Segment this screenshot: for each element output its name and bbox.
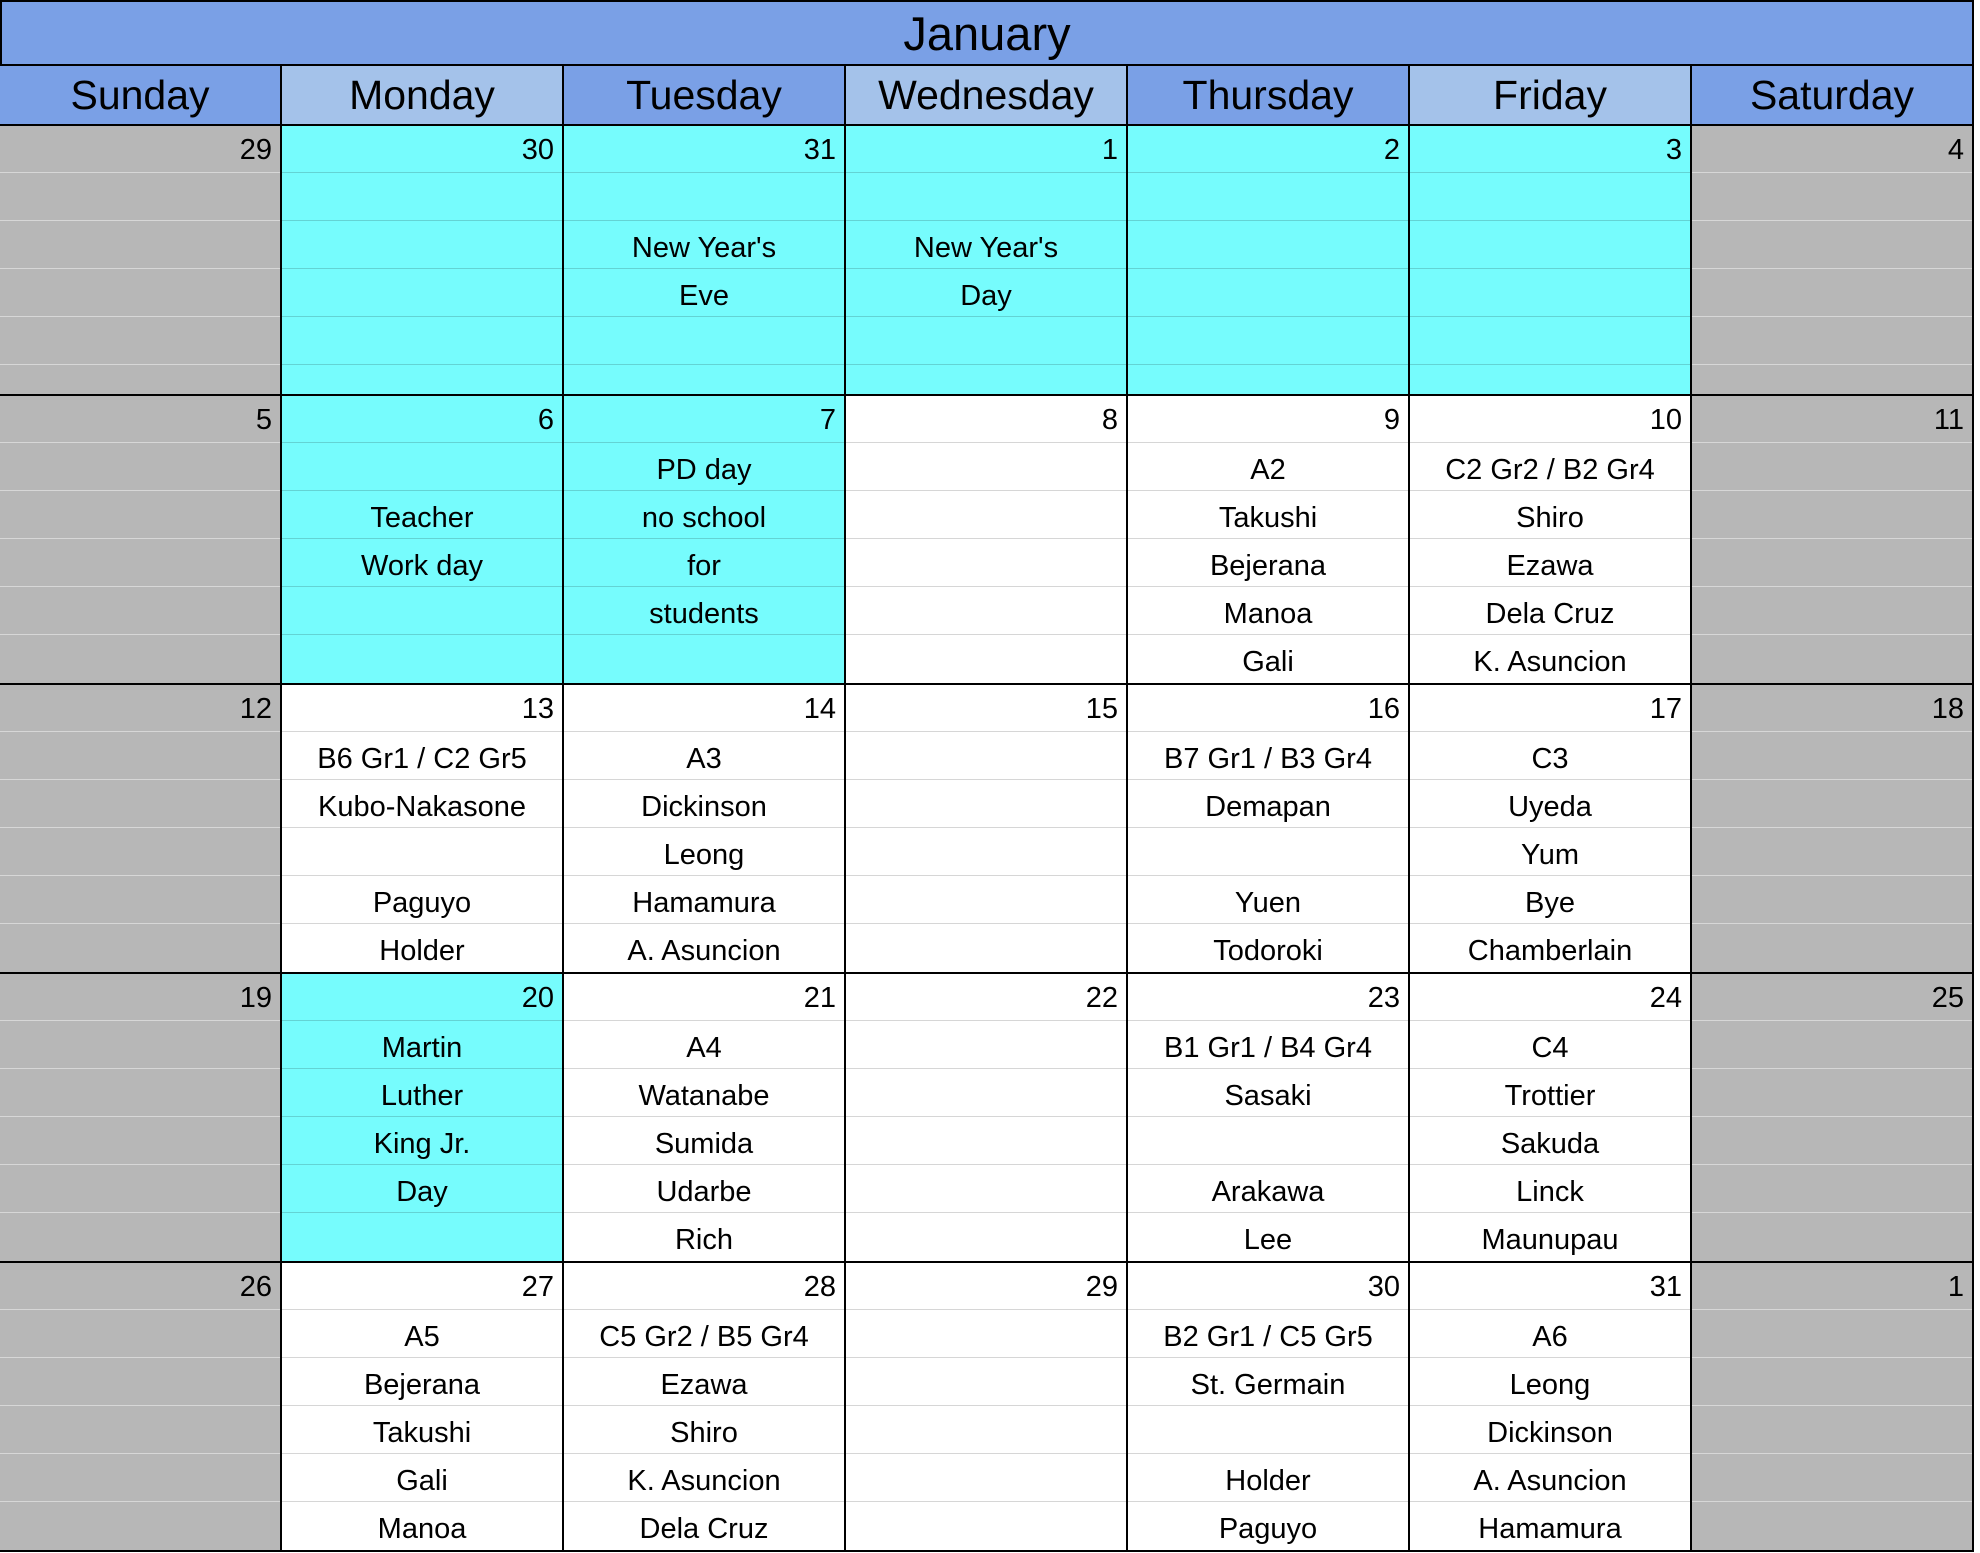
- day-cell[interactable]: [1128, 396, 1410, 685]
- day-number: 13: [521, 693, 554, 725]
- day-number: 10: [1649, 404, 1682, 436]
- day-number: 25: [1931, 982, 1964, 1014]
- row-divider: [1692, 731, 1972, 732]
- entry-text: [846, 1457, 1126, 1505]
- entry-text: [0, 224, 280, 272]
- day-cell[interactable]: [1410, 974, 1692, 1263]
- entry-text: [1692, 446, 1972, 494]
- entry-text: [282, 831, 562, 879]
- row-divider: [1692, 442, 1972, 443]
- row-divider: [282, 731, 562, 732]
- entry-text: [846, 542, 1126, 590]
- entry-text: [846, 1313, 1126, 1361]
- day-cell[interactable]: [0, 126, 282, 396]
- day-number: 19: [239, 982, 272, 1014]
- entry-text: [564, 320, 844, 368]
- entry-text: Teacher: [370, 502, 474, 534]
- day-cell[interactable]: [846, 1263, 1128, 1552]
- entry-text: [0, 1457, 280, 1505]
- entry-text: Ezawa: [660, 1369, 748, 1401]
- entry-text: [846, 446, 1126, 494]
- entry-text: [846, 1361, 1126, 1409]
- entry-text: [1410, 224, 1690, 272]
- entry-text: [0, 1409, 280, 1457]
- entry-text: [846, 783, 1126, 831]
- day-number: 14: [803, 693, 836, 725]
- day-number: 7: [819, 404, 836, 436]
- entry-text: C5 Gr2 / B5 Gr4: [599, 1321, 809, 1353]
- entry-text: [564, 638, 844, 686]
- entry-text: [1692, 1313, 1972, 1361]
- entry-text: [846, 590, 1126, 638]
- entry-text: [1692, 590, 1972, 638]
- row-divider: [564, 442, 844, 443]
- day-cell[interactable]: [0, 685, 282, 974]
- entry-text: Dela Cruz: [1485, 598, 1615, 630]
- entry-text: Hamamura: [1478, 1513, 1622, 1545]
- entry-text: Leong: [663, 839, 745, 871]
- entry-text: Work day: [361, 550, 483, 582]
- entry-text: [1410, 176, 1690, 224]
- entry-text: Takushi: [1218, 502, 1318, 534]
- entry-text: [0, 590, 280, 638]
- entry-text: [1692, 735, 1972, 783]
- entry-text: Shiro: [670, 1417, 738, 1449]
- day-cell[interactable]: [1692, 126, 1974, 396]
- row-divider: [0, 1020, 280, 1021]
- entry-text: Bejerana: [1209, 550, 1327, 582]
- entry-text: [1692, 1168, 1972, 1216]
- entry-text: [1128, 320, 1408, 368]
- day-number: 11: [1933, 404, 1964, 436]
- row-divider: [282, 1020, 562, 1021]
- row-divider: [564, 1309, 844, 1310]
- row-divider: [282, 442, 562, 443]
- entry-text: no school: [641, 502, 767, 534]
- row-divider: [1128, 172, 1408, 173]
- day-cell[interactable]: [564, 974, 846, 1263]
- day-number: 26: [239, 1271, 272, 1303]
- entry-text: [1692, 542, 1972, 590]
- weekday-header-monday[interactable]: Monday: [282, 66, 564, 126]
- entry-text: [1692, 494, 1972, 542]
- row-divider: [0, 731, 280, 732]
- day-cell[interactable]: [564, 685, 846, 974]
- day-number: 29: [239, 134, 272, 166]
- entry-text: K. Asuncion: [1473, 646, 1627, 678]
- entry-text: B6 Gr1 / C2 Gr5: [317, 743, 527, 775]
- entry-text: Yum: [1520, 839, 1580, 871]
- day-number: 9: [1383, 404, 1400, 436]
- day-cell[interactable]: [282, 974, 564, 1263]
- entry-text: [1692, 176, 1972, 224]
- entry-text: [0, 831, 280, 879]
- entry-text: Bejerana: [363, 1369, 481, 1401]
- entry-text: [0, 927, 280, 975]
- entry-text: [846, 1168, 1126, 1216]
- entry-text: Chamberlain: [1467, 935, 1633, 967]
- entry-text: A2: [1250, 454, 1286, 486]
- day-number: 28: [803, 1271, 836, 1303]
- entry-text: [846, 1072, 1126, 1120]
- day-cell[interactable]: [1410, 685, 1692, 974]
- entry-text: Holder: [1225, 1465, 1311, 1497]
- entry-text: Linck: [1516, 1176, 1584, 1208]
- entry-text: Day: [396, 1176, 448, 1208]
- entry-text: Kubo-Nakasone: [318, 791, 526, 823]
- entry-text: B2 Gr1 / C5 Gr5: [1163, 1321, 1373, 1353]
- entry-text: [0, 1361, 280, 1409]
- day-number: 2: [1383, 134, 1400, 166]
- day-cell[interactable]: [0, 974, 282, 1263]
- day-cell[interactable]: [846, 685, 1128, 974]
- entry-text: Paguyo: [1218, 1513, 1318, 1545]
- entry-text: [1128, 272, 1408, 320]
- day-number: 29: [1085, 1271, 1118, 1303]
- day-cell[interactable]: [1410, 126, 1692, 396]
- entry-text: [846, 879, 1126, 927]
- entry-text: [1692, 1409, 1972, 1457]
- entry-text: Dela Cruz: [639, 1513, 769, 1545]
- entry-text: [846, 831, 1126, 879]
- entry-text: [0, 1313, 280, 1361]
- entry-text: [1692, 783, 1972, 831]
- entry-text: [846, 638, 1126, 686]
- row-divider: [1410, 1309, 1690, 1310]
- row-divider: [1410, 1020, 1690, 1021]
- weekday-header-saturday[interactable]: Saturday: [1692, 66, 1974, 126]
- entry-text: [1692, 1216, 1972, 1264]
- entry-text: Paguyo: [372, 887, 472, 919]
- weekday-header-sunday[interactable]: Sunday: [0, 66, 282, 126]
- entry-text: Dickinson: [641, 791, 767, 823]
- day-number: 27: [521, 1271, 554, 1303]
- entry-text: [1692, 1505, 1972, 1553]
- entry-text: Sakuda: [1500, 1128, 1600, 1160]
- day-cell[interactable]: [282, 396, 564, 685]
- day-number: 12: [239, 693, 272, 725]
- entry-text: B1 Gr1 / B4 Gr4: [1164, 1032, 1372, 1064]
- entry-text: [1692, 320, 1972, 368]
- entry-text: Todoroki: [1213, 935, 1323, 967]
- day-number: 23: [1367, 982, 1400, 1014]
- entry-text: [282, 320, 562, 368]
- day-number: 18: [1931, 693, 1964, 725]
- day-cell[interactable]: [846, 126, 1128, 396]
- row-divider: [0, 1309, 280, 1310]
- row-divider: [282, 1309, 562, 1310]
- entry-text: [1692, 879, 1972, 927]
- entry-text: [1128, 224, 1408, 272]
- day-number: 30: [521, 134, 554, 166]
- entry-text: [0, 320, 280, 368]
- entry-text: [0, 446, 280, 494]
- entry-text: Gali: [1242, 646, 1294, 678]
- entry-text: Leong: [1509, 1369, 1591, 1401]
- day-number: 31: [1649, 1271, 1682, 1303]
- entry-text: Rich: [674, 1224, 733, 1256]
- day-number: 21: [803, 982, 836, 1014]
- entry-text: K. Asuncion: [627, 1465, 781, 1497]
- row-divider: [564, 731, 844, 732]
- entry-text: C4: [1531, 1032, 1569, 1064]
- row-divider: [1692, 172, 1972, 173]
- entry-text: [1692, 1072, 1972, 1120]
- entry-text: for: [687, 550, 721, 582]
- day-number: 31: [803, 134, 836, 166]
- entry-text: [282, 224, 562, 272]
- row-divider: [1128, 1309, 1408, 1310]
- day-number: 15: [1085, 693, 1118, 725]
- entry-text: Eve: [679, 280, 729, 312]
- entry-text: Arakawa: [1211, 1176, 1325, 1208]
- day-cell[interactable]: [846, 974, 1128, 1263]
- weekday-header-thursday[interactable]: Thursday: [1128, 66, 1410, 126]
- entry-text: New Year's: [631, 232, 777, 264]
- entry-text: [1128, 1409, 1408, 1457]
- entry-text: [282, 446, 562, 494]
- entry-text: [1128, 176, 1408, 224]
- entry-text: Bye: [1525, 887, 1575, 919]
- day-number: 4: [1947, 134, 1964, 166]
- row-divider: [846, 1309, 1126, 1310]
- entry-text: [0, 1216, 280, 1264]
- entry-text: Hamamura: [632, 887, 776, 919]
- entry-text: [1692, 1024, 1972, 1072]
- entry-text: [0, 176, 280, 224]
- day-number: 1: [1101, 134, 1118, 166]
- entry-text: [846, 1505, 1126, 1553]
- entry-text: Watanabe: [638, 1080, 770, 1112]
- entry-text: [564, 176, 844, 224]
- entry-text: [1692, 1457, 1972, 1505]
- entry-text: [1128, 831, 1408, 879]
- entry-text: Manoa: [377, 1513, 467, 1545]
- entry-text: Martin: [381, 1032, 463, 1064]
- entry-text: [282, 590, 562, 638]
- entry-text: students: [649, 598, 759, 630]
- entry-text: A. Asuncion: [627, 935, 781, 967]
- entry-text: [0, 1024, 280, 1072]
- day-cell[interactable]: [0, 1263, 282, 1552]
- day-cell[interactable]: [282, 685, 564, 974]
- entry-text: C2 Gr2 / B2 Gr4: [1445, 454, 1655, 486]
- entry-text: Lee: [1243, 1224, 1293, 1256]
- entry-text: [846, 927, 1126, 975]
- entry-text: [0, 638, 280, 686]
- day-number: 6: [537, 404, 554, 436]
- entry-text: Day: [960, 280, 1012, 312]
- day-cell[interactable]: [282, 1263, 564, 1552]
- day-cell[interactable]: [1692, 1263, 1974, 1552]
- entry-text: Udarbe: [656, 1176, 752, 1208]
- day-number: 16: [1367, 693, 1400, 725]
- row-divider: [1128, 1020, 1408, 1021]
- row-divider: [1692, 1309, 1972, 1310]
- day-number: 17: [1649, 693, 1682, 725]
- day-number: 30: [1367, 1271, 1400, 1303]
- entry-text: B7 Gr1 / B3 Gr4: [1164, 743, 1372, 775]
- day-cell[interactable]: [1692, 685, 1974, 974]
- day-number: 5: [255, 404, 272, 436]
- entry-text: [0, 879, 280, 927]
- row-divider: [1128, 442, 1408, 443]
- entry-text: PD day: [656, 454, 752, 486]
- row-divider: [846, 172, 1126, 173]
- day-number: 22: [1085, 982, 1118, 1014]
- entry-text: Uyeda: [1508, 791, 1592, 823]
- entry-text: [0, 542, 280, 590]
- entry-text: Luther: [380, 1080, 464, 1112]
- month-title[interactable]: January: [0, 0, 1974, 66]
- day-number: 8: [1101, 404, 1118, 436]
- row-divider: [0, 172, 280, 173]
- entry-text: [846, 320, 1126, 368]
- row-divider: [846, 442, 1126, 443]
- entry-text: Yuen: [1234, 887, 1302, 919]
- day-cell[interactable]: [846, 396, 1128, 685]
- entry-text: Trottier: [1504, 1080, 1596, 1112]
- entry-text: [1692, 927, 1972, 975]
- entry-text: [1692, 638, 1972, 686]
- day-number: 20: [521, 982, 554, 1014]
- weekday-header-friday[interactable]: Friday: [1410, 66, 1692, 126]
- entry-text: [846, 1216, 1126, 1264]
- entry-text: [1692, 831, 1972, 879]
- row-divider: [0, 442, 280, 443]
- entry-text: C3: [1531, 743, 1569, 775]
- day-cell[interactable]: [564, 1263, 846, 1552]
- entry-text: [1692, 272, 1972, 320]
- entry-text: King Jr.: [373, 1128, 471, 1160]
- entry-text: Sasaki: [1224, 1080, 1312, 1112]
- day-cell[interactable]: [0, 396, 282, 685]
- row-divider: [1410, 731, 1690, 732]
- entry-text: [0, 494, 280, 542]
- day-cell[interactable]: [1128, 126, 1410, 396]
- day-number: 24: [1649, 982, 1682, 1014]
- entry-text: [0, 272, 280, 320]
- day-cell[interactable]: [1410, 1263, 1692, 1552]
- row-divider: [564, 172, 844, 173]
- entry-text: [846, 494, 1126, 542]
- entry-text: [846, 735, 1126, 783]
- day-cell[interactable]: [1128, 974, 1410, 1263]
- entry-text: [0, 1120, 280, 1168]
- entry-text: Maunupau: [1481, 1224, 1619, 1256]
- entry-text: A3: [686, 743, 722, 775]
- entry-text: Holder: [379, 935, 465, 967]
- entry-text: [846, 1024, 1126, 1072]
- row-divider: [1128, 731, 1408, 732]
- day-cell[interactable]: [282, 126, 564, 396]
- day-cell[interactable]: [1128, 1263, 1410, 1552]
- row-divider: [846, 731, 1126, 732]
- day-number: 3: [1665, 134, 1682, 166]
- entry-text: [0, 1505, 280, 1553]
- entry-text: [0, 1168, 280, 1216]
- day-cell[interactable]: [1128, 685, 1410, 974]
- entry-text: A6: [1532, 1321, 1568, 1353]
- entry-text: St. Germain: [1190, 1369, 1346, 1401]
- entry-text: [846, 1409, 1126, 1457]
- entry-text: [846, 176, 1126, 224]
- entry-text: [1128, 1120, 1408, 1168]
- entry-text: [0, 783, 280, 831]
- day-cell[interactable]: [1692, 396, 1974, 685]
- entry-text: [1410, 272, 1690, 320]
- day-cell[interactable]: [564, 126, 846, 396]
- entry-text: [0, 1072, 280, 1120]
- entry-text: Gali: [396, 1465, 448, 1497]
- entry-text: Sumida: [654, 1128, 754, 1160]
- entry-text: [282, 638, 562, 686]
- day-cell[interactable]: [1692, 974, 1974, 1263]
- entry-text: [282, 176, 562, 224]
- row-divider: [1410, 172, 1690, 173]
- entry-text: New Year's: [913, 232, 1059, 264]
- row-divider: [1410, 442, 1690, 443]
- day-number: 1: [1947, 1271, 1964, 1303]
- entry-text: [1410, 320, 1690, 368]
- entry-text: [846, 1120, 1126, 1168]
- entry-text: [282, 272, 562, 320]
- day-cell[interactable]: [564, 396, 846, 685]
- entry-text: Ezawa: [1506, 550, 1594, 582]
- entry-text: Takushi: [372, 1417, 472, 1449]
- entry-text: [1692, 1361, 1972, 1409]
- entry-text: A5: [404, 1321, 440, 1353]
- entry-text: Shiro: [1516, 502, 1584, 534]
- row-divider: [1692, 1020, 1972, 1021]
- entry-text: [0, 735, 280, 783]
- entry-text: Dickinson: [1487, 1417, 1613, 1449]
- entry-text: [1692, 224, 1972, 272]
- entry-text: Demapan: [1205, 791, 1331, 823]
- entry-text: A. Asuncion: [1473, 1465, 1627, 1497]
- row-divider: [282, 172, 562, 173]
- day-cell[interactable]: [1410, 396, 1692, 685]
- row-divider: [846, 1020, 1126, 1021]
- entry-text: [282, 1216, 562, 1264]
- row-divider: [564, 1020, 844, 1021]
- entry-text: [1692, 1120, 1972, 1168]
- weekday-header-wednesday[interactable]: Wednesday: [846, 66, 1128, 126]
- weekday-header-tuesday[interactable]: Tuesday: [564, 66, 846, 126]
- entry-text: Manoa: [1223, 598, 1313, 630]
- entry-text: A4: [686, 1032, 722, 1064]
